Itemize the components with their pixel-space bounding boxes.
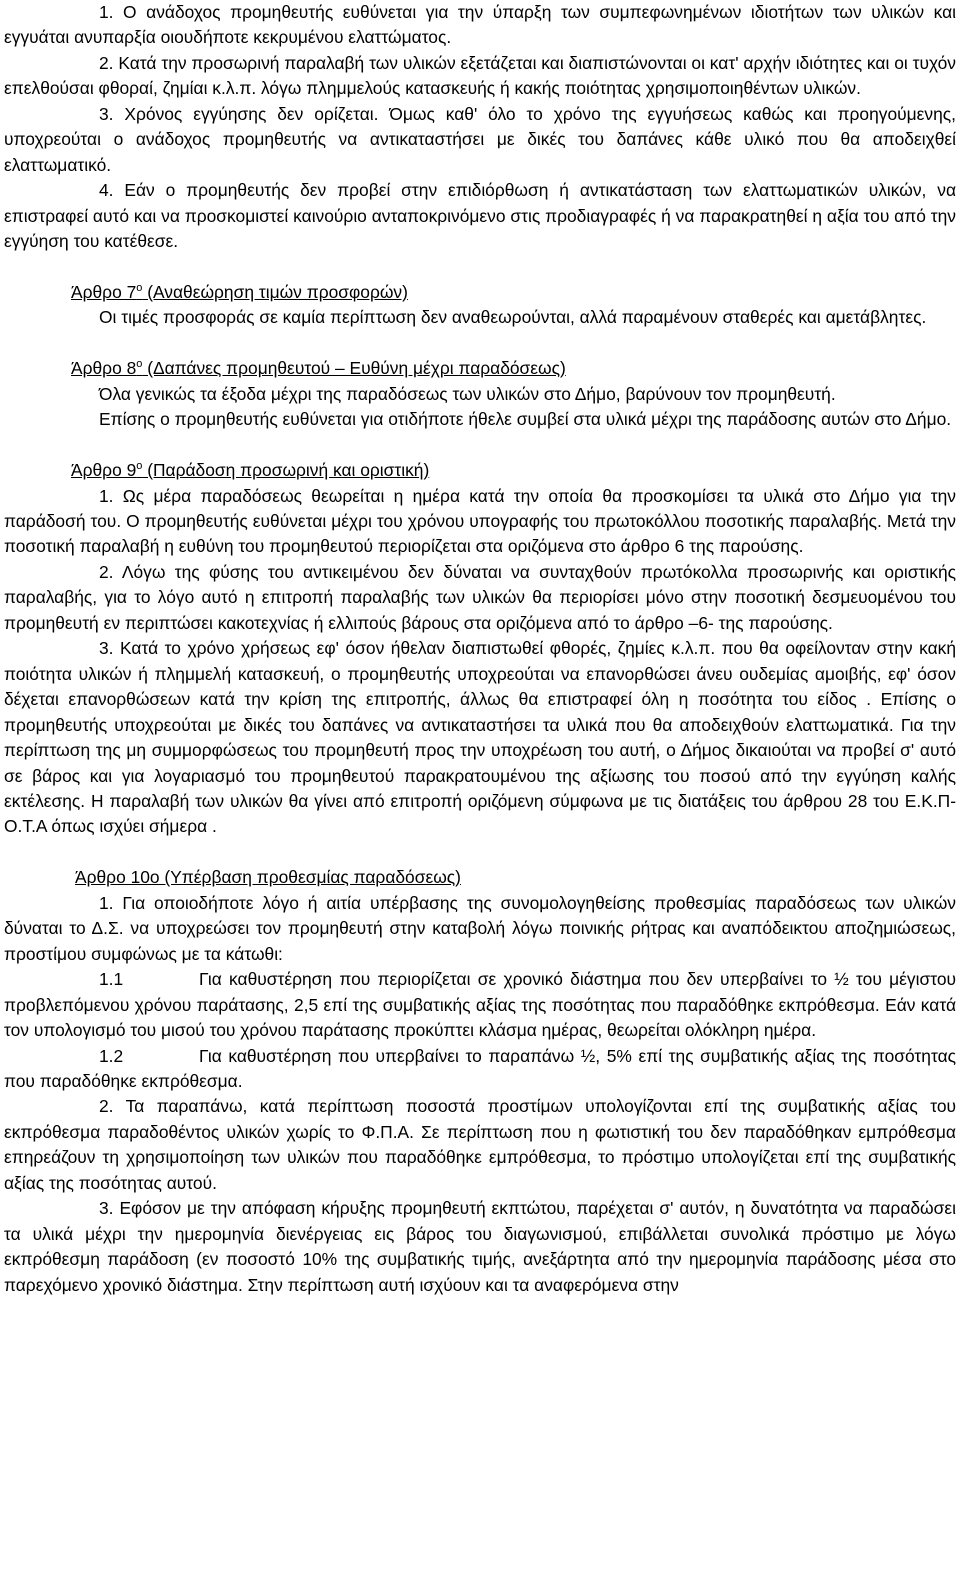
- article-9-title-prefix: Άρθρο 9: [71, 460, 137, 481]
- article-8-title-sup: ο: [136, 358, 143, 371]
- spacer: [4, 840, 956, 865]
- article-10-sub-1-1-number: 1.1: [99, 969, 124, 990]
- article-7-body: Οι τιμές προσφοράς σε καμία περίπτωση δεν αναθεωρούνται, αλλά παραμένουν σταθερές και αμετάβλητες.: [99, 307, 927, 328]
- article-10-para-3: 3. Εφόσον με την απόφαση κήρυξης προμηθευτή εκπτώτου, παρέχεται σ' αυτόν, η δυνατότητα να παραδώσει τα υλικά μέχρι την ημερομηνία διενέργειας εις βάρος του διαγωνισμού, επιβάλλεται συνολικά πρόστιμο με λόγω εκπρόθεσμη παράδοση (εν ποσοστό 10% της συμβατικής τιμής, ανεξάρτητα από την ημερομηνία παράδοσης μέσα στο παρεχόμενο χρονικό διάστημα. Στην περίπτωση αυτή ισχύουν και τα αναφερόμενα στην: [4, 1198, 956, 1295]
- article-10-sub-1-2-text: Για καθυστέρηση που υπερβαίνει το παραπάνω ½, 5% επί της συμβατικής αξίας της ποσότητας που παραδόθηκε εκπρόθεσμα.: [4, 1045, 956, 1091]
- article-8-heading: [4, 356, 956, 381]
- article-10-para-2: 2. Τα παραπάνω, κατά περίπτωση ποσοστά προστίμων υπολογίζονται επί της συμβατικής αξίας του εκπρόθεσμα παραδοθέντος υλικών χωρίς το Φ.Π.Α. Σε περίπτωση που η φωτιστική του δεν παραδόθηκαν εμπρόθεσμα επηρεάζουν τη χρησιμοποίηση των υλικών που παραδόθηκε εμπρόθεσμα, το πρόστιμο υπολογίζεται επί της συμβατικής αξίας της ποσότητας αυτού.: [4, 1096, 956, 1193]
- pre-item-1: 1. Ο ανάδοχος προμηθευτής ευθύνεται για την ύπαρξη των συμπεφωνημένων ιδιοτήτων των υλικών και εγγυάται ανυπαρξία οιουδήποτε κεκρυμένου ελαττώματος.: [4, 2, 956, 48]
- article-8-para-1: Όλα γενικώς τα έξοδα μέχρι της παραδόσεως των υλικών στο Δήμο, βαρύνουν τον προμηθευτή.: [99, 383, 836, 404]
- article-10-title: Άρθρο 10ο (Υπέρβαση προθεσμίας παραδόσεως): [75, 867, 461, 888]
- article-10-sub-1-2-number: 1.2: [99, 1045, 124, 1066]
- pre-item-2: 2. Κατά την προσωρινή παραλαβή των υλικών εξετάζεται και διαπιστώνονται οι κατ' αρχήν ιδιότητες και οι τυχόν επελθούσαι φθοραί, ζημίαι κ.λ.π. λόγω πλημμελούς κατασκευής ή κακής ποιότητας χρησιμοποιηθέντων υλικών.: [4, 52, 956, 99]
- article-8-title-prefix: Άρθρο 8: [71, 358, 137, 379]
- article-8-para-2: Επίσης ο προμηθευτής ευθύνεται για οτιδήποτε ήθελε συμβεί στα υλικά μέχρι της παράδοσης αυτών στο Δήμο.: [99, 409, 952, 430]
- pre-item-3: 3. Χρόνος εγγύησης δεν ορίζεται. Όμως καθ' όλο το χρόνο της εγγυήσεως καθώς και προηγούμενης, υποχρεούται ο ανάδοχος προμηθευτής να αντικαταστήσει με δικές του δαπάνες κάθε υλικό που θα αποδειχθεί ελαττωματικό.: [4, 103, 956, 175]
- article-7-heading: [4, 280, 956, 305]
- article-10-sub-1-2: [4, 1044, 956, 1095]
- article-8-title-rest: (Δαπάνες προμηθευτού – Ευθύνη μέχρι παραδόσεως): [142, 358, 566, 379]
- pre-item-4: 4. Εάν ο προμηθευτής δεν προβεί στην επιδιόρθωση ή αντικατάσταση των ελαττωματικών υλικών, να επιστραφεί αυτό και να προσκομιστεί καινούριο ανταποκρινόμενο στις προδιαγραφές ή να παρακρατηθεί η αξία του από την εγγύηση του κατέθεσε.: [4, 180, 956, 252]
- article-9-heading: [4, 458, 956, 483]
- article-7-title-sup: ο: [136, 281, 143, 294]
- article-10-sub-1-1-text: Για καθυστέρηση που περιορίζεται σε χρονικό διάστημα που δεν υπερβαίνει το ½ του μέγιστου προβλεπόμενου χρόνου παράτασης, 2,5 επί της συμβατικής αξίας της ποσότητας που παραδόθηκε εκπρόθεσμα. Εάν κατά τον υπολογισμό του μισού του χρόνου παράτασης προκύπτει κλάσμα ημέρας, θεωρείται ολόκληρη ημέρα.: [4, 969, 956, 1041]
- article-9-para-2: 2. Λόγω της φύσης του αντικειμένου δεν δύναται να συνταχθούν πρωτόκολλα προσωρινής και οριστικής παραλαβής, για το λόγο αυτό η επιτροπή παραλαβής των υλικών θα περιορίσει μόνο στην ποσοτική δεσμευομένου του προμηθευτή εν περιπτώσει κακοτεχνίας ή ελλιπούς βάρους στα οριζόμενα από το άρθρο –6- της παρούσης.: [4, 561, 956, 633]
- article-9-title-sup: ο: [136, 460, 143, 473]
- article-9-title-rest: (Παράδοση προσωρινή και οριστική): [142, 460, 430, 481]
- article-7-title-prefix: Άρθρο 7: [71, 281, 137, 302]
- article-9-para-1: 1. Ως μέρα παραδόσεως θεωρείται η ημέρα κατά την οποία θα προσκομίσει τα υλικά στο Δήμο για την παράδοσή του. Ο προμηθευτής ευθύνεται μέχρι του χρόνου υπογραφής του πρωτοκόλλου ποσοτικής παραλαβής. Μετά την ποσοτική παραλαβή η ευθύνη του προμηθευτού περιορίζεται στα οριζόμενα στο άρθρο 6 της παρούσης.: [4, 485, 956, 557]
- article-10-sub-1-1: [4, 967, 956, 1043]
- article-9-para-3: 3. Κατά το χρόνο χρήσεως εφ' όσον ήθελαν διαπιστωθεί φθορές, ζημίες κ.λ.π. που θα οφείλονταν στην κακή ποιότητα υλικών ή πλημμελή κατασκευή, ο προμηθευτής υποχρεούται να επανορθώσει άνευ ουδεμίας αμοιβής, εφ' όσον δέχεται επανορθώσεων κατά την κρίση της επιτροπής, άλλως θα επιστραφεί όλη η ποσότητα του είδος . Επίσης ο προμηθευτής υποχρεούται με δικές του δαπάνες να αντικαταστήσει τα υλικά που θα αποδειχθούν ελαττωματικά. Για την περίπτωση της μη συμμορφώσεως του προμηθευτή προς την υποχρέωση του αυτή, ο Δήμος δικαιούται να προβεί σ' αυτό σε βάρος και για λογαριασμό του προμηθευτού παρακρατουμένου της αξίωσης του ποσού από την εγγύηση καλής εκτέλεσης. Η παραλαβή των υλικών θα γίνει από επιτροπή οριζόμενη σύμφωνα με τις διατάξεις του άρθρου 28 του Ε.Κ.Π-Ο.Τ.Α όπως ισχύει σήμερα .: [4, 638, 956, 837]
- article-10-heading: [4, 865, 956, 890]
- article-10-para-1: 1. Για οποιοδήποτε λόγο ή αιτία υπέρβασης της συνομολογηθείσης προθεσμίας παραδόσεως των υλικών δύναται το Δ.Σ. να υποχρεώσει τον προμηθευτή στην καταβολή λόγω ποινικής ρήτρας και αναπόδεικτου αποζημιώσεως, προστίμου συμφώνως με τα κάτωθι:: [4, 892, 956, 964]
- document-page: [4, 0, 956, 1298]
- article-7-title-rest: (Αναθεώρηση τιμών προσφορών): [142, 281, 408, 302]
